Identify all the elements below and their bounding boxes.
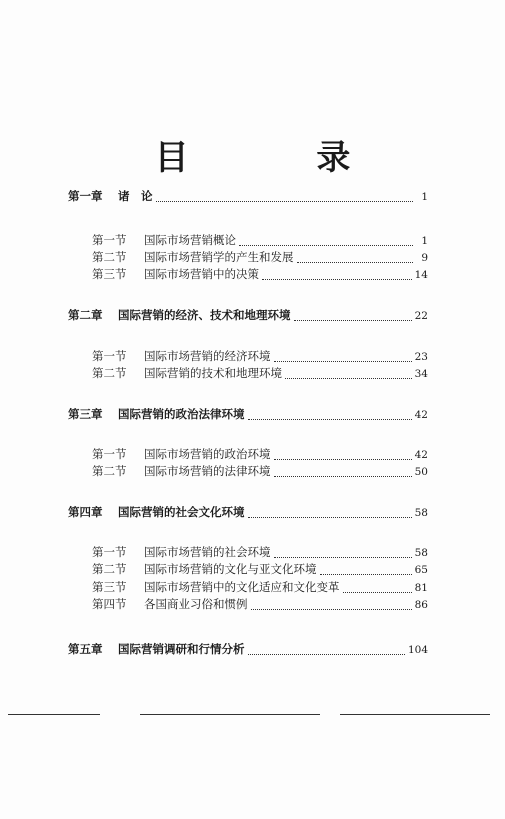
toc-section-row — [92, 365, 428, 381]
toc-entry-label: 国际营销的经济、技术和地理环境 — [118, 308, 291, 322]
toc-entry-number: 第二节 — [92, 562, 127, 576]
toc-page-number: 58 — [414, 547, 428, 559]
toc-entry-number: 第一节 — [92, 233, 127, 247]
toc-entry-label: 国际市场营销的社会环境 — [144, 545, 271, 559]
toc-chapter-row — [68, 307, 428, 323]
toc-section-row — [92, 446, 428, 462]
dot-leader — [156, 191, 414, 202]
toc-entry-number: 第一章 — [68, 189, 103, 203]
toc-section-row — [92, 348, 428, 364]
toc-entry-label: 国际营销调研和行情分析 — [118, 642, 245, 656]
toc-entry-label: 国际营销的社会文化环境 — [118, 505, 245, 519]
dot-leader — [274, 547, 412, 558]
footer-rule-mid — [140, 714, 320, 715]
toc-entry-number: 第二节 — [92, 366, 127, 380]
dot-leader — [343, 582, 412, 593]
toc-chapter-row — [68, 188, 428, 204]
footer-rule-right — [340, 714, 490, 715]
dot-leader — [274, 351, 412, 362]
toc-page-number: 22 — [414, 310, 428, 322]
dot-leader — [297, 252, 414, 263]
toc-page-number: 42 — [414, 449, 428, 461]
dot-leader — [251, 599, 412, 610]
dot-leader — [262, 269, 412, 280]
toc-section-row — [92, 544, 428, 560]
toc-entry-label: 国际市场营销的政治环境 — [144, 447, 271, 461]
dot-leader — [248, 507, 412, 518]
toc-page-number: 50 — [414, 466, 428, 478]
toc-entry-label: 国际市场营销中的决策 — [144, 267, 259, 281]
toc-entry-number: 第一节 — [92, 545, 127, 559]
toc-entry-number: 第五章 — [68, 642, 103, 656]
toc-entry-number: 第四节 — [92, 597, 127, 611]
dot-leader — [248, 409, 412, 420]
dot-leader — [274, 466, 412, 477]
toc-entry-label: 国际市场营销的文化与亚文化环境 — [144, 562, 317, 576]
toc-entry-label: 国际市场营销中的文化适应和文化变革 — [144, 580, 340, 594]
page-title: 目 录 — [154, 138, 409, 178]
toc-entry-label: 国际市场营销概论 — [144, 233, 236, 247]
toc-entry-label: 国际市场营销的法律环境 — [144, 464, 271, 478]
toc-section-row — [92, 249, 428, 265]
toc-section-row — [92, 596, 428, 612]
toc-entry-label: 诸 论 — [118, 189, 153, 203]
dot-leader — [248, 644, 405, 655]
toc-entry-number: 第四章 — [68, 505, 103, 519]
toc-entry-number: 第二章 — [68, 308, 103, 322]
toc-page-number: 14 — [414, 269, 428, 281]
toc-entry-number: 第二节 — [92, 464, 127, 478]
toc-entry-number: 第一节 — [92, 447, 127, 461]
toc-page-number: 34 — [414, 368, 428, 380]
dot-leader — [274, 449, 412, 460]
toc-entry-number: 第三章 — [68, 407, 103, 421]
toc-page-number: 23 — [414, 351, 428, 363]
toc-section-row — [92, 266, 428, 282]
toc-page-number: 42 — [414, 409, 428, 421]
toc-page-number: 81 — [414, 582, 428, 594]
toc-page-number: 1 — [421, 235, 428, 247]
toc-page-number: 104 — [407, 644, 428, 656]
toc-entry-label: 国际营销的技术和地理环境 — [144, 366, 282, 380]
toc-entry-number: 第三节 — [92, 267, 127, 281]
toc-page-number: 9 — [421, 252, 428, 264]
footer-rule-left — [8, 714, 100, 715]
toc-entry-number: 第一节 — [92, 349, 127, 363]
dot-leader — [239, 235, 413, 246]
toc-section-row — [92, 463, 428, 479]
dot-leader — [294, 310, 412, 321]
toc-section-row — [92, 579, 428, 595]
dot-leader — [285, 368, 412, 379]
toc-section-row — [92, 561, 428, 577]
toc-entry-label: 国际营销的政治法律环境 — [118, 407, 245, 421]
toc-chapter-row — [68, 641, 428, 657]
toc-page-number: 58 — [414, 507, 428, 519]
toc-chapter-row — [68, 406, 428, 422]
dot-leader — [320, 564, 412, 575]
toc-page-number: 86 — [414, 599, 428, 611]
toc-page-number: 65 — [414, 564, 428, 576]
toc-page-number: 1 — [421, 191, 428, 203]
toc-section-row — [92, 232, 428, 248]
toc-entry-number: 第二节 — [92, 250, 127, 264]
toc-entry-number: 第三节 — [92, 580, 127, 594]
toc-chapter-row — [68, 504, 428, 520]
toc-entry-label: 国际市场营销学的产生和发展 — [144, 250, 294, 264]
toc-entry-label: 各国商业习俗和惯例 — [144, 597, 248, 611]
toc-entry-label: 国际市场营销的经济环境 — [144, 349, 271, 363]
